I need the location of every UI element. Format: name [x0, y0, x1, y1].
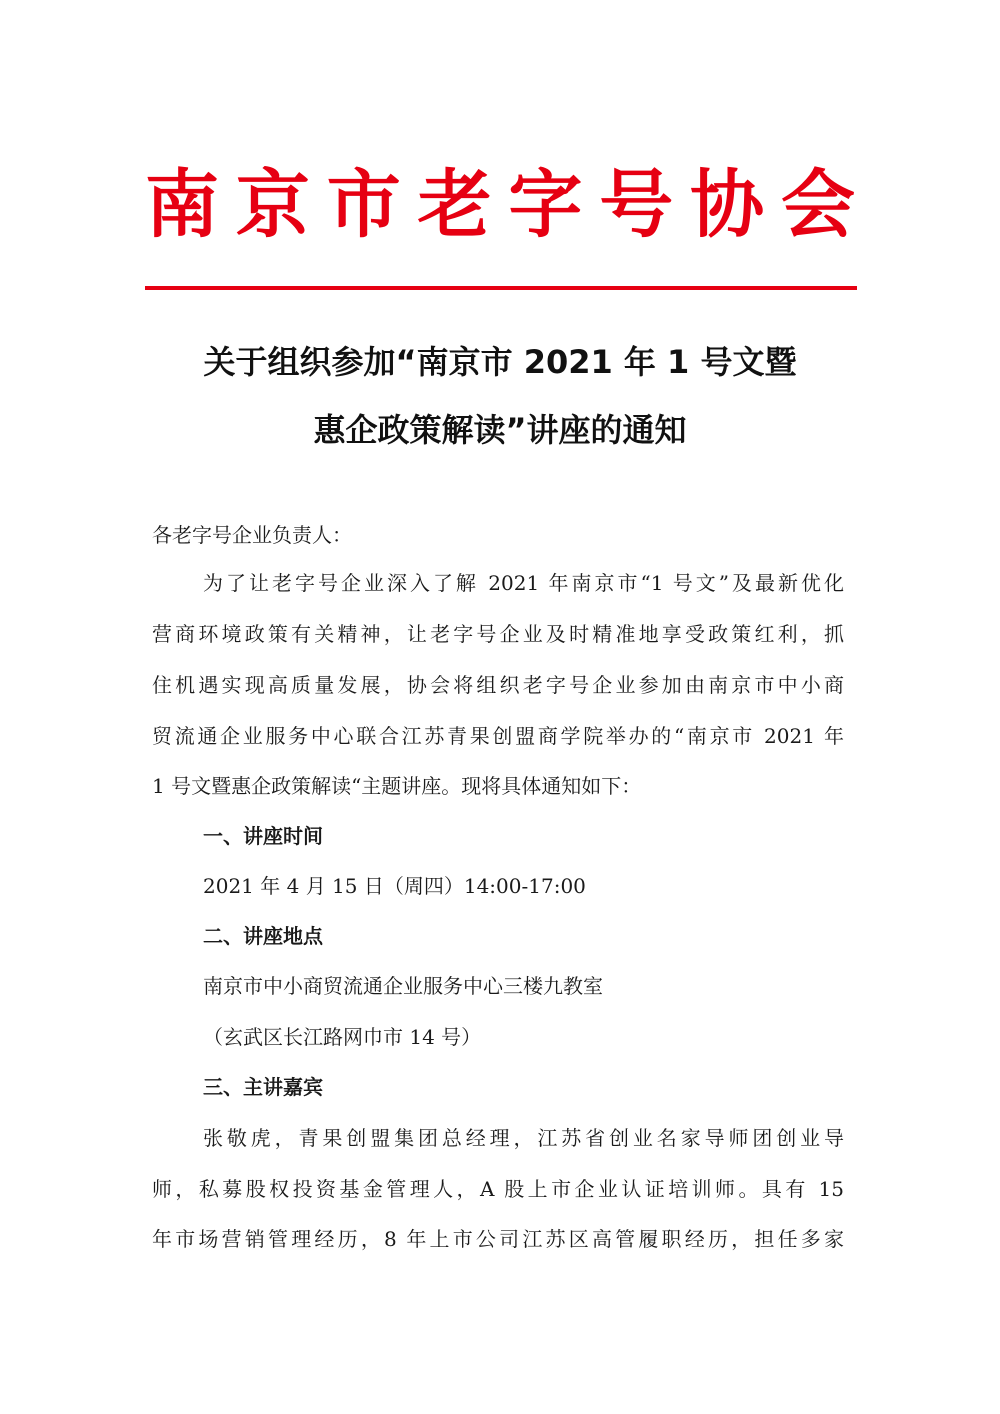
speaker-bio-line-3: 年市场营销管理经历，8 年上市公司江苏区高管履职经历，担任多家 — [152, 1227, 844, 1251]
speaker-bio-line-2: 师，私募股权投资基金管理人，A 股上市企业认证培训师。具有 15 — [152, 1177, 844, 1201]
lecture-time: 2021 年 4 月 15 日（周四）14:00-17:00 — [203, 874, 586, 898]
notice-title-line-2: 惠企政策解读”讲座的通知 — [313, 411, 687, 449]
letterhead-red-rule — [145, 286, 857, 290]
notice-title-line-1: 关于组织参加“南京市 2021 年 1 号文暨 — [203, 343, 797, 381]
intro-line-2: 营商环境政策有关精神，让老字号企业及时精准地享受政策红利，抓 — [152, 622, 844, 646]
intro-line-1: 为了让老字号企业深入了解 2021 年南京市“1 号文”及最新优化 — [203, 571, 844, 595]
intro-line-3: 住机遇实现高质量发展，协会将组织老字号企业参加由南京市中小商 — [152, 673, 844, 697]
section-heading-time: 一、讲座时间 — [203, 824, 323, 848]
section-heading-place: 二、讲座地点 — [203, 924, 323, 948]
intro-line-5: 1 号文暨惠企政策解读“主题讲座。现将具体通知如下： — [152, 774, 642, 798]
intro-line-4: 贸流通企业服务中心联合江苏青果创盟商学院举办的“南京市 2021 年 — [152, 724, 844, 748]
lecture-place: 南京市中小商贸流通企业服务中心三楼九教室 — [203, 974, 603, 998]
salutation: 各老字号企业负责人： — [152, 523, 352, 547]
lecture-address: （玄武区长江路网巾市 14 号） — [203, 1025, 482, 1049]
section-heading-speaker: 三、主讲嘉宾 — [203, 1075, 323, 1099]
speaker-bio-line-1: 张敬虎，青果创盟集团总经理，江苏省创业名家导师团创业导 — [203, 1126, 844, 1150]
letterhead-org-name: 南京市老字号协会 — [145, 162, 857, 248]
